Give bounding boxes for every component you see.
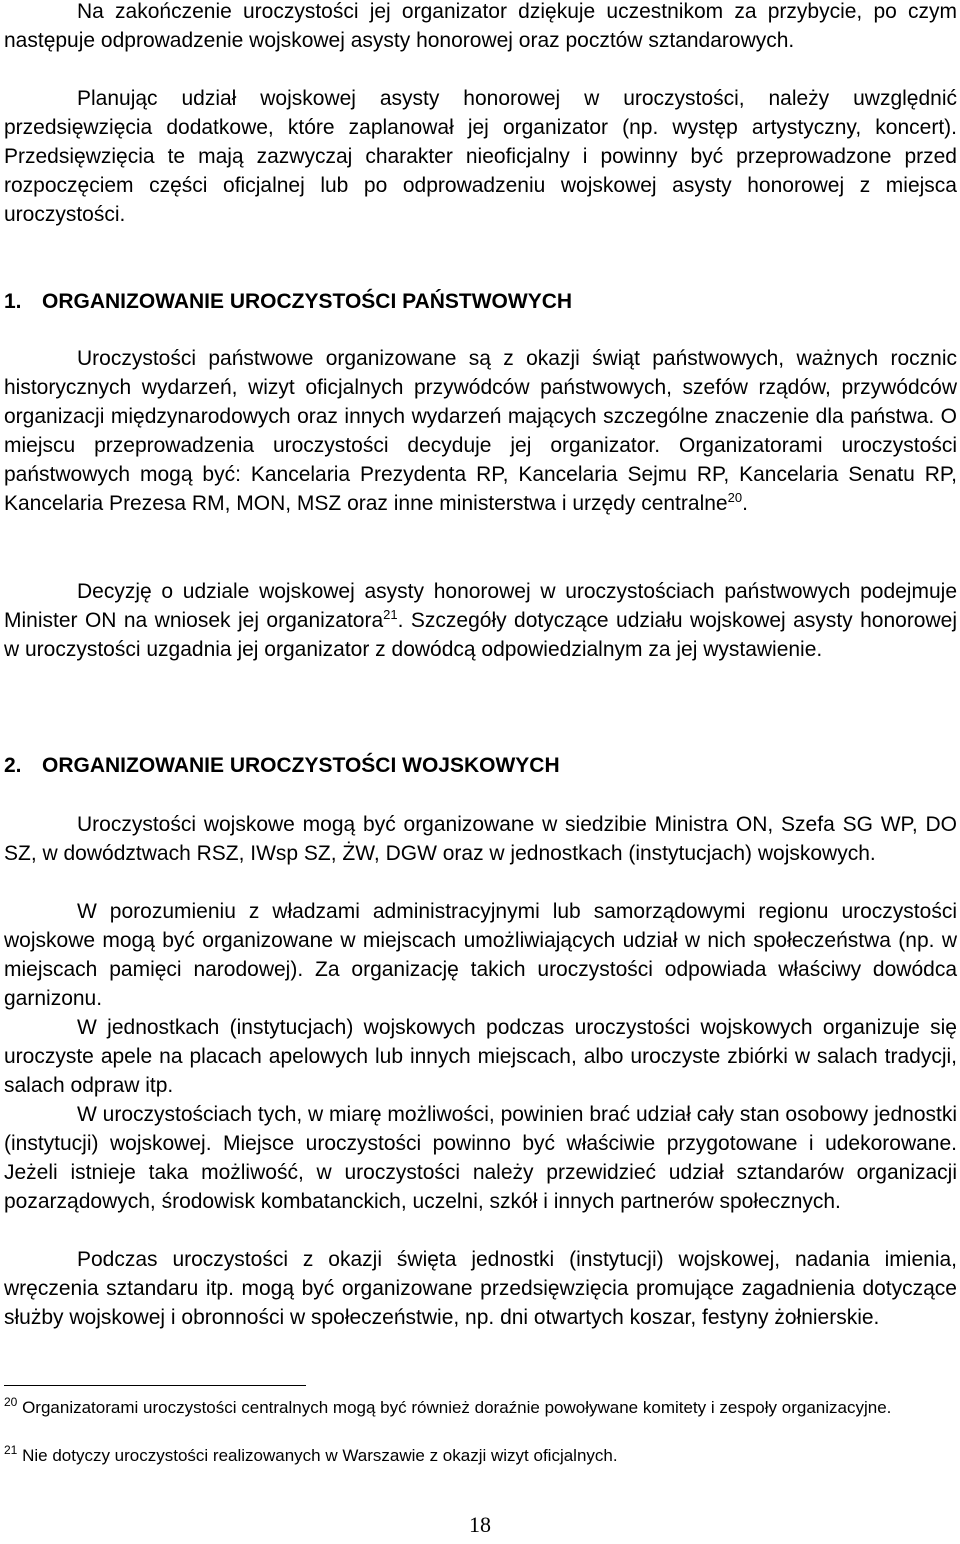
footnote-20-mark: 20 [4, 1395, 18, 1409]
section-1-paragraph-1-end: . [742, 492, 748, 515]
footnote-separator [4, 1385, 306, 1386]
footnote-ref-20: 20 [727, 490, 743, 505]
page-number: 18 [469, 1512, 491, 1537]
section-1-heading [4, 287, 572, 316]
footnote-21-text: Nie dotyczy uroczystości realizowanych w Warszawie z okazji wizyt oficjalnych. [17, 1446, 618, 1465]
section-2-paragraph-3: W jednostkach (instytucjach) wojskowych podczas uroczystości wojskowych organizuje się uroczyste apele na placach apelowych lub innych miejscach, albo uroczyste zbiórki w salach tradycji, salach odpraw itp. [4, 1016, 957, 1097]
section-2-paragraph-1: Uroczystości wojskowe mogą być organizowane w siedzibie Ministra ON, Szefa SG WP, DO SZ, w dowództwach RSZ, IWsp SZ, ŻW, DGW oraz w jednostkach (instytucjach) wojskowych. [4, 813, 957, 865]
section-2-title: ORGANIZOWANIE UROCZYSTOŚCI WOJSKOWYCH [42, 754, 560, 777]
section-2-heading [4, 751, 560, 780]
footnote-21 [4, 1445, 957, 1467]
footnote-20 [4, 1397, 957, 1419]
section-2-paragraph-2: W porozumieniu z władzami administracyjnymi lub samorządowymi regionu uroczystości wojskowe mogą być organizowane w miejscach umożliwiających udział w nich społeczeństwa (np. w miejscach pamięci narodowej). Za organizację takich uroczystości odpowiada właściwy dowódca garnizonu. [4, 900, 957, 1010]
footnote-ref-21: 21 [383, 607, 398, 622]
section-1-title: ORGANIZOWANIE UROCZYSTOŚCI PAŃSTWOWYCH [42, 290, 573, 313]
section-2-paragraph-5: Podczas uroczystości z okazji święta jednostki (instytucji) wojskowej, nadania imienia, wręczenia sztandaru itp. mogą być organizowane przedsięwzięcia promujące zagadnienia dotyczące służby wojskowej i obronności w społeczeństwie, np. dni otwartych koszar, festyny żołnierskie. [4, 1248, 957, 1329]
section-2-paragraph-4: W uroczystościach tych, w miarę możliwości, powinien brać udział cały stan osobowy jednostki (instytucji) wojskowej. Miejsce uroczystości powinno być właściwie przygotowane i udekorowane. Jeżeli istnieje taka możliwość, w uroczystości należy przewidzieć udział sztandarów organizacji pozarządowych, środowisk kombatanckich, uczelni, szkół i innych partnerów społecznych. [4, 1103, 958, 1213]
footnote-21-mark: 21 [4, 1443, 18, 1457]
section-2-number: 2. [4, 754, 22, 777]
intro-paragraph-1: Na zakończenie uroczystości jej organizator dziękuje uczestnikom za przybycie, po czym następuje odprowadzenie wojskowej asysty honorowej oraz pocztów sztandarowych. [4, 0, 957, 52]
section-1-paragraph-1-text: Uroczystości państwowe organizowane są z okazji świąt państwowych, ważnych rocznic historycznych wydarzeń, wizyt oficjalnych przywódców państwowych, szefów rządów, przywódców organizacji międzynarodowych oraz innych wydarzeń mających szczególne znaczenie dla państwa. O miejscu przeprowadzenia uroczystości decyduje jej organizator. Organizatorami uroczystości państwowych mogą być: Kancelaria Prezydenta RP, Kancelaria Sejmu RP, Kancelaria Senatu RP, Kancelaria Prezesa RM, MON, MSZ oraz inne ministerstwa i urzędy centralne [4, 347, 957, 515]
section-1-paragraph-2 [4, 577, 957, 664]
section-1-paragraph-2-text: Decyzję o udziale wojskowej asysty honorowej w uroczystościach państwowych podejmuje Minister ON na wniosek jej organizatora [4, 580, 957, 632]
section-1-number: 1. [4, 290, 22, 313]
section-1-paragraph-2-end: . Szczegóły dotyczące udziału wojskowej asysty honorowej w uroczystości uzgadnia jej organizator z dowódcą odpowiedzialnym za jej wystawienie. [4, 609, 958, 661]
footnote-20-text: Organizatorami uroczystości centralnych mogą być również doraźnie powoływane komitety i zespoły organizacyjne. [17, 1398, 892, 1417]
intro-paragraph-2: Planując udział wojskowej asysty honorowej w uroczystości, należy uwzględnić przedsięwzięcia dodatkowe, które zaplanował jej organizator (np. występ artystyczny, koncert). Przedsięwzięcia te mają zazwyczaj charakter nieoficjalny i powinny być przeprowadzone przed rozpoczęciem części oficjalnej lub po odprowadzeniu wojskowej asysty honorowej z miejsca uroczystości. [4, 87, 957, 226]
section-1-paragraph-1 [4, 344, 957, 518]
